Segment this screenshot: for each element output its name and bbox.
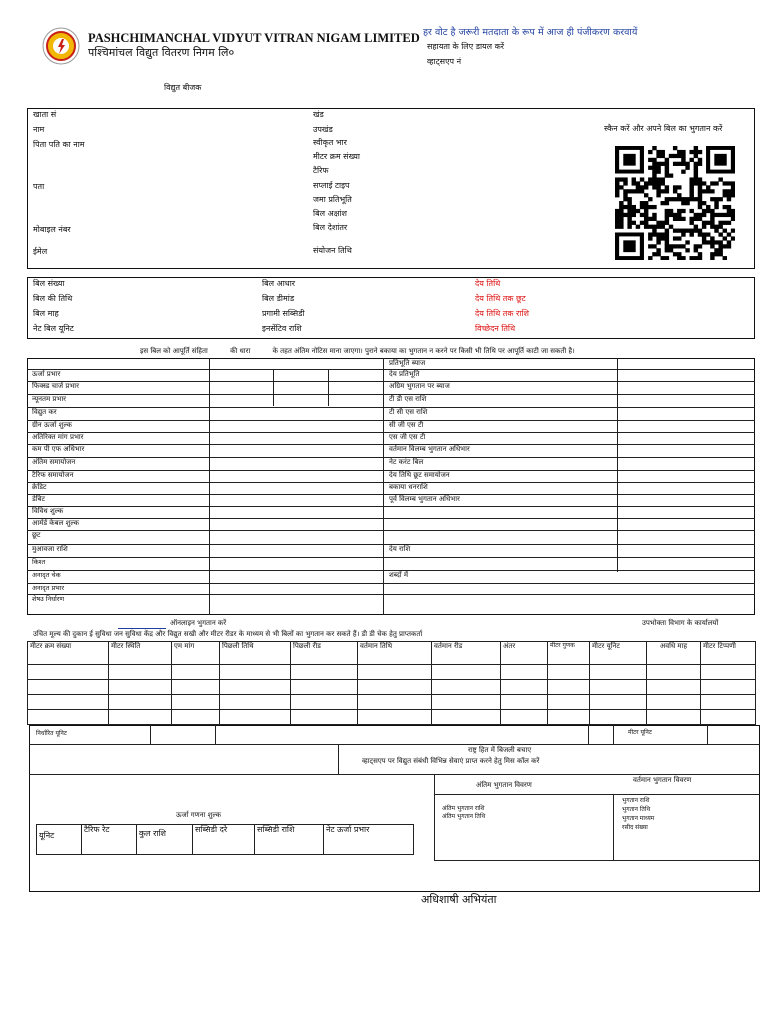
current-payment-item: भुगतान तिथि bbox=[622, 806, 651, 813]
energy-col-header: सब्सिडी राशि bbox=[255, 825, 324, 855]
company-name-english: PASHCHIMANCHAL VIDYUT VITRAN NIGAM LIMITED bbox=[88, 31, 420, 45]
current-payment-label: वर्तमान भुगतान विवरण bbox=[633, 776, 692, 784]
charge-label: शब्दों में bbox=[389, 571, 409, 579]
signatory-title: अधिशाषी अभियंता bbox=[421, 893, 497, 906]
energy-charge-label: ऊर्जा गणना शुल्क bbox=[176, 811, 221, 819]
charge-label: प्रतिभूति ब्याज bbox=[389, 359, 426, 367]
bill-info-label: बिल आधार bbox=[262, 279, 296, 288]
connection-label: बिल अक्षांश bbox=[313, 209, 347, 218]
consumer-label: पता bbox=[33, 182, 45, 191]
meter-header: वर्तमान रीड bbox=[432, 642, 501, 665]
charge-label: छूट bbox=[32, 531, 41, 539]
meter-unit-label: मीटर यूनिट bbox=[628, 729, 652, 736]
connection-label: मीटर क्रम संख्या bbox=[313, 152, 360, 161]
bill-info-label: बिल की तिथि bbox=[33, 294, 73, 303]
consumer-label: नाम bbox=[33, 125, 45, 134]
connection-label: बिल देशांतर bbox=[313, 223, 348, 232]
stub-line bbox=[338, 744, 339, 774]
stub-line bbox=[215, 725, 216, 744]
consumer-label: मोबाइल नंबर bbox=[33, 225, 71, 234]
charge-label: कम पी एफ अधिभार bbox=[32, 445, 85, 453]
meter-header: मीटर गुणक bbox=[548, 642, 590, 665]
charge-label: क्रेडिट bbox=[32, 483, 47, 491]
qr-code[interactable] bbox=[615, 146, 735, 260]
last-payment-label: अंतिम भुगतान विवरण bbox=[476, 781, 532, 789]
assessed-unit-label: निर्धारित यूनिट bbox=[36, 730, 67, 737]
energy-col-header: यूनिट bbox=[37, 825, 82, 855]
charge-label: अग्रिम भुगतान पर ब्याज bbox=[389, 382, 450, 390]
stub-line bbox=[588, 725, 589, 744]
meter-row bbox=[28, 695, 756, 710]
charge-label: अनादृत चेक bbox=[32, 571, 61, 579]
energy-col-header: सब्सिडी दरे bbox=[193, 825, 255, 855]
connection-label: उपखंड bbox=[313, 125, 333, 134]
bill-info-label: बिल माह bbox=[33, 309, 59, 318]
due-date-label: देय तिथि तक राशि bbox=[475, 309, 529, 318]
helpline-label: सहायता के लिए डायल करें bbox=[427, 42, 505, 51]
qr-caption: स्कैन करें और अपने बिल का भुगतान करें bbox=[604, 124, 723, 133]
charge-label: विविध शुल्क bbox=[32, 507, 64, 515]
charge-label: देय प्रतिभूति bbox=[389, 370, 420, 378]
meter-header: पिछली रीड bbox=[291, 642, 358, 665]
charge-label: सी जी एस टी bbox=[389, 421, 424, 429]
charge-label: ऊर्जा प्रभार bbox=[32, 370, 61, 378]
meter-header: मीटर टिप्पणी bbox=[701, 642, 756, 665]
pay-online-underline bbox=[118, 628, 166, 629]
whatsapp-label: व्हाट्सएप नं bbox=[427, 57, 462, 66]
charge-label: अतिरिक्त मांग प्रभार bbox=[32, 433, 84, 441]
charges-grid-line bbox=[27, 583, 755, 584]
charge-label: देय राशि bbox=[389, 545, 411, 553]
charges-grid-line bbox=[617, 358, 618, 572]
charge-label: बकाया धनराशि bbox=[389, 483, 428, 491]
charge-label: आर्मर्ड केबल शुल्क bbox=[32, 519, 79, 527]
due-date-label: देय तिथि तक छूट bbox=[475, 294, 526, 303]
office-label: उपभोक्ता विभाग के कार्यालयों bbox=[642, 619, 719, 627]
meter-header: मीटर क्रम संख्या bbox=[28, 642, 109, 665]
pay-online-link[interactable]: ऑनलाइन भुगतान करें bbox=[170, 619, 227, 627]
charge-label: अनादृत प्रभार bbox=[32, 584, 65, 592]
due-date-label: विच्छेदन तिथि bbox=[475, 324, 516, 333]
payment-stub bbox=[29, 725, 760, 892]
charges-grid-line bbox=[27, 557, 755, 558]
meter-row bbox=[28, 665, 756, 680]
connection-label: टैरिफ bbox=[313, 166, 329, 175]
charge-label: देय तिथि छूट समायोजन bbox=[389, 471, 450, 479]
charge-label: शेषउ निर्धारण bbox=[32, 595, 65, 603]
meter-row bbox=[28, 710, 756, 725]
charges-grid-line bbox=[27, 530, 755, 531]
payment-channels-text: उचित मूल्य की दुकान ई सुविधा जन सुविधा केंद्र और विद्युत सखी और मीटर रीडर के माध्यम से भी बिलों का भुगतान कर सकते हैं। डी डी चेक हेतु प्राप्तकर्ता bbox=[33, 630, 423, 638]
charge-label: अंतिम समायोजन bbox=[32, 458, 76, 466]
company-logo bbox=[42, 27, 80, 65]
meter-header: अवधि माह bbox=[647, 642, 701, 665]
final-notice-text: इस बिल को आपूर्ति संहिता की धारा के तहत अंतिम नोटिस माना जाएगा। पुराने बकाया का भुगतान न करने पर किसी भी तिथि पर आपूर्ति काटी जा सकती है। bbox=[140, 347, 575, 355]
bill-heading: विद्युत बीजक bbox=[164, 83, 202, 92]
voter-message: हर वोट है जरूरी मतदाता के रूप में आज ही पंजीकरण करवायें bbox=[423, 27, 638, 38]
connection-label: स्वीकृत भार bbox=[313, 138, 347, 147]
charges-grid-line bbox=[383, 358, 384, 615]
connection-label: सप्लाई टाइप bbox=[313, 181, 350, 190]
connection-label: संयोजन तिथि bbox=[313, 246, 352, 255]
meter-reading-table bbox=[27, 641, 756, 725]
charges-grid-line bbox=[27, 506, 755, 507]
charges-grid-line bbox=[328, 369, 329, 406]
charge-label: डेबिट bbox=[32, 495, 46, 503]
charge-label: किश्त bbox=[32, 558, 46, 566]
charge-label: एस जी एस टी bbox=[389, 433, 426, 441]
whatsapp-service-text: व्हाट्सएप पर विद्युत संबंधी विभिन्न सेवाएं प्राप्त करने हेतु मिस कॉल करें bbox=[362, 757, 540, 765]
charges-grid-line bbox=[27, 594, 755, 595]
charge-label: न्यूनतम प्रभार bbox=[32, 395, 66, 403]
stub-line bbox=[150, 725, 151, 744]
meter-header: वर्तमान तिथि bbox=[358, 642, 432, 665]
bill-info-label: प्रगामी सब्सिडी bbox=[262, 309, 305, 318]
bill-info-box bbox=[27, 277, 755, 339]
company-name-hindi: पश्चिमांचल विद्युत वितरण निगम लि० bbox=[88, 46, 235, 59]
last-payment-item: अंतिम भुगतान राशि bbox=[442, 805, 485, 812]
energy-col-header: टैरिफ रेट bbox=[82, 825, 137, 855]
energy-col-header: नेट ऊर्जा प्रभार bbox=[324, 825, 414, 855]
connection-label: खंड bbox=[313, 110, 324, 119]
meter-header: मीटर स्थिति bbox=[109, 642, 172, 665]
meter-header: एम मांग bbox=[172, 642, 220, 665]
bill-info-label: इनसेंटिव राशि bbox=[262, 324, 302, 333]
bill-info-label: बिल डीमांड bbox=[262, 294, 295, 303]
bill-info-label: नेट बिल यूनिट bbox=[33, 324, 74, 333]
meter-header: मीटर यूनिट bbox=[590, 642, 647, 665]
connection-label: जमा प्रतिभूति bbox=[313, 195, 352, 204]
charge-label: टैरिफ समायोजन bbox=[32, 471, 74, 479]
charge-label: ग्रीन ऊर्जा शुल्क bbox=[32, 421, 72, 429]
current-payment-item: भुगतान राशि bbox=[622, 797, 650, 804]
charges-grid-line bbox=[27, 518, 755, 519]
save-power-text: राष्ट्र हित में बिजली बचाए bbox=[468, 746, 532, 754]
charge-label: मुआवजा राशि bbox=[32, 545, 68, 553]
stub-line bbox=[434, 860, 760, 861]
last-payment-item: अंतिम भुगतान तिथि bbox=[442, 813, 486, 820]
due-date-label: देय तिथि bbox=[475, 279, 501, 288]
stub-line bbox=[29, 774, 760, 775]
charge-label: फिक्स्ड चार्ज प्रभार bbox=[32, 382, 79, 390]
current-payment-item: भुगतान माध्यम bbox=[622, 815, 655, 822]
charge-label: नेट करंट बिल bbox=[389, 458, 424, 466]
current-payment-item: रसीद संख्या bbox=[622, 824, 648, 831]
stub-line bbox=[613, 725, 614, 744]
energy-col-header: कुल राशि bbox=[137, 825, 193, 855]
charge-label: विद्युत कर bbox=[32, 408, 57, 416]
stub-line bbox=[29, 744, 760, 745]
meter-row bbox=[28, 680, 756, 695]
charge-label: टी डी एस राशि bbox=[389, 395, 427, 403]
bill-info-label: बिल संख्या bbox=[33, 279, 65, 288]
meter-header: अंतर bbox=[501, 642, 548, 665]
stub-line bbox=[434, 774, 435, 860]
meter-header: पिछली तिथि bbox=[220, 642, 291, 665]
stub-line bbox=[613, 794, 614, 860]
charge-label: पूर्व विलम्ब भुगतान अधिभार bbox=[389, 495, 460, 503]
consumer-label: खाता सं bbox=[33, 110, 57, 119]
charges-grid-line bbox=[273, 369, 274, 406]
consumer-label: ईमेल bbox=[33, 247, 48, 256]
charge-label: टी सी एस राशि bbox=[389, 408, 428, 416]
stub-line bbox=[707, 725, 708, 744]
charge-label: वर्तमान विलम्ब भुगतान अधिभार bbox=[389, 445, 470, 453]
consumer-label: पिता पति का नाम bbox=[33, 140, 85, 149]
energy-charge-table bbox=[36, 824, 414, 855]
charges-grid-line bbox=[209, 358, 210, 615]
stub-line bbox=[434, 794, 760, 795]
